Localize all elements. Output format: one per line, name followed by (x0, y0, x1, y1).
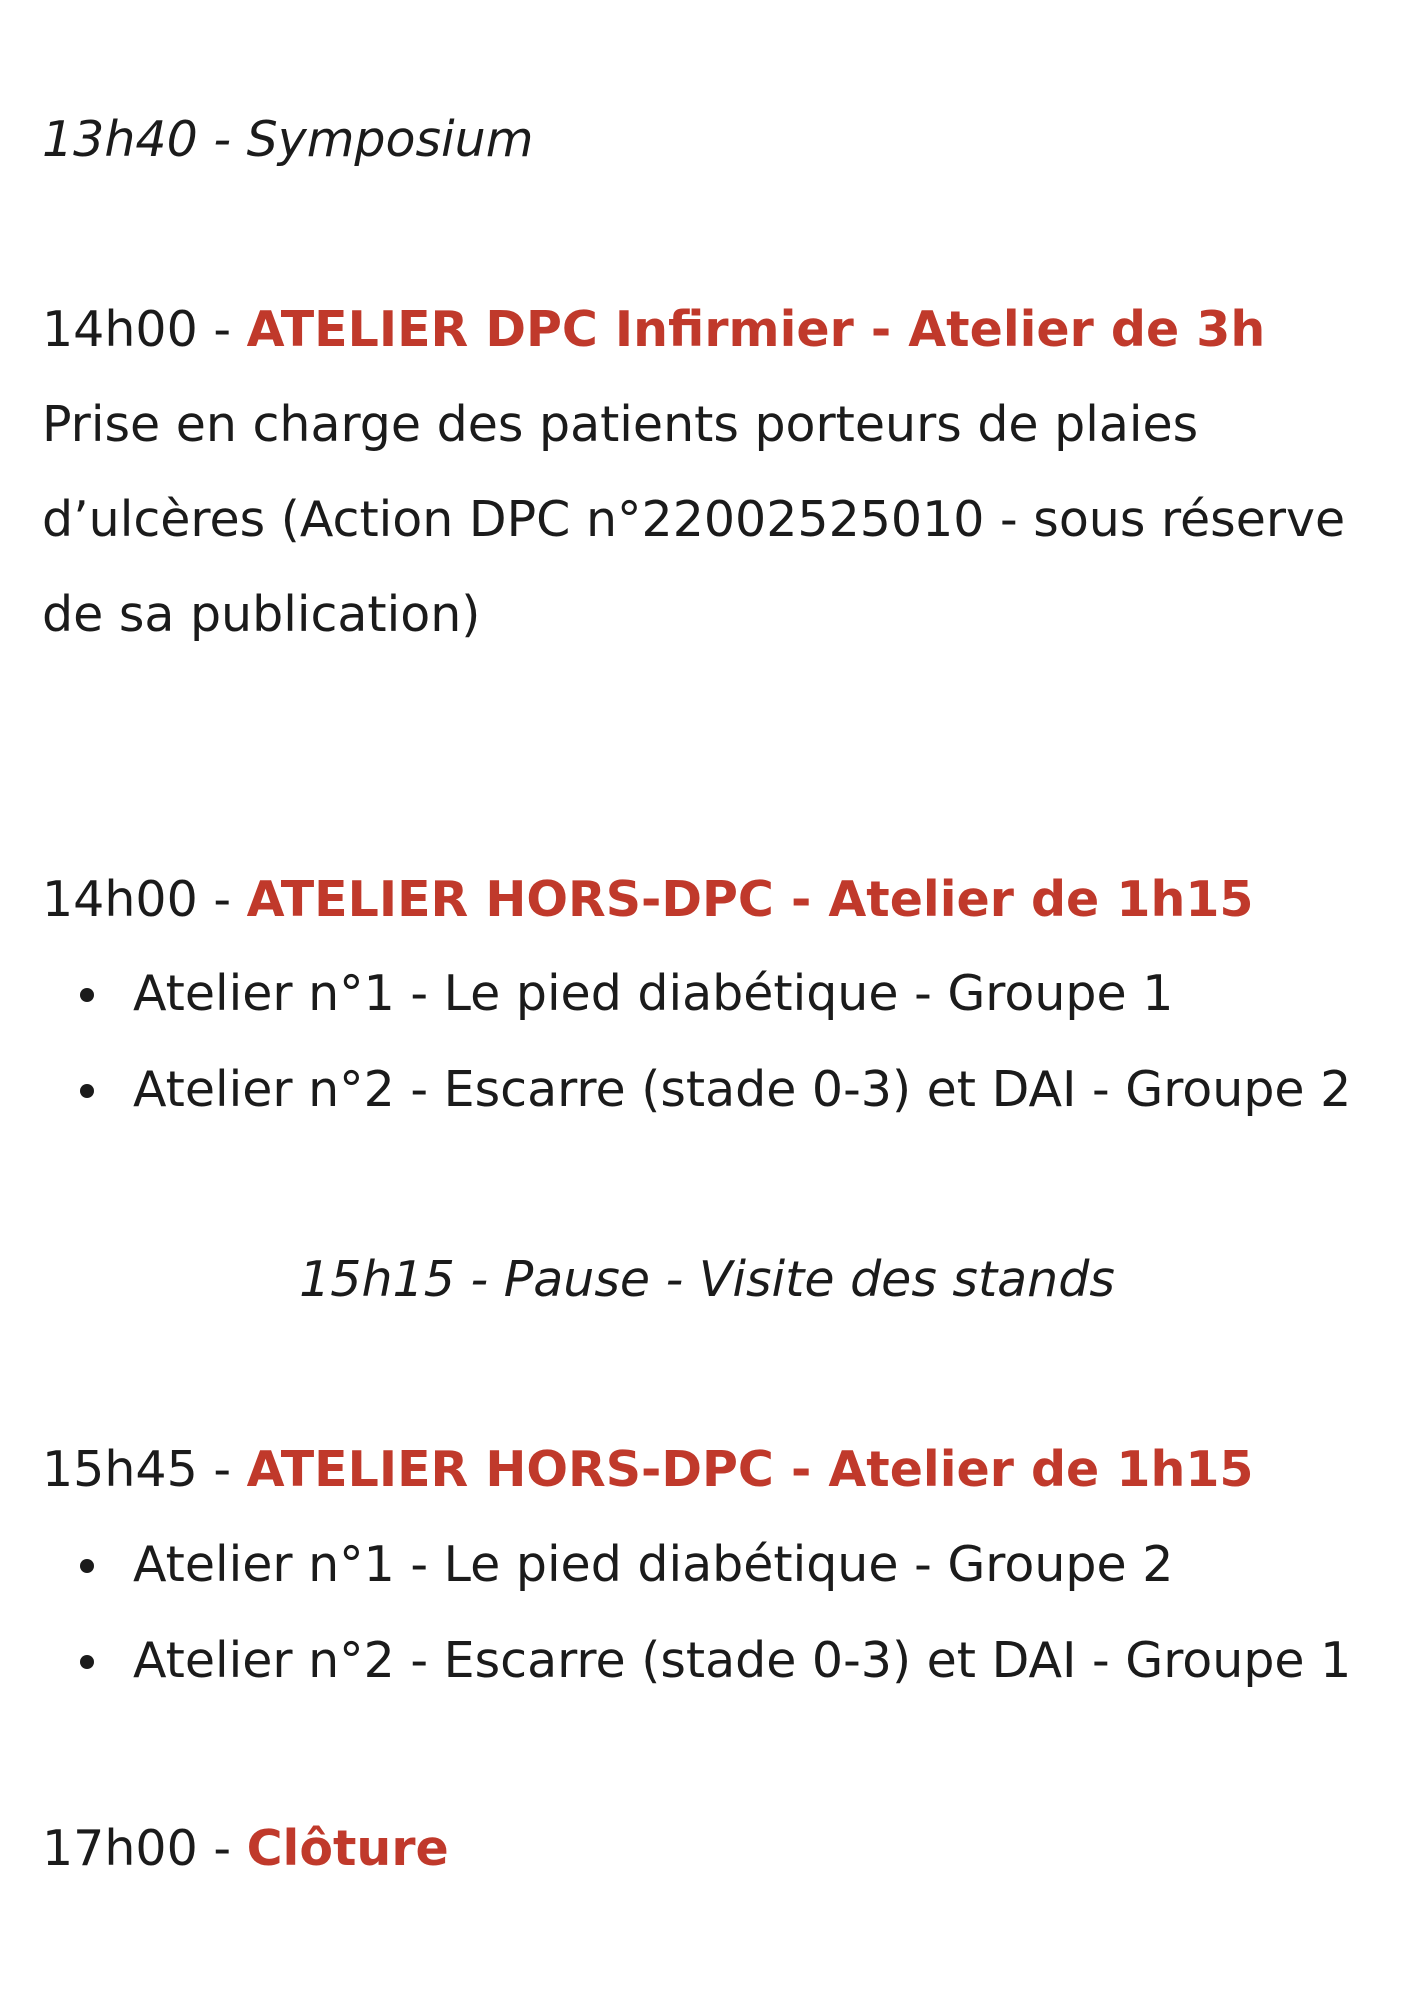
list-item (0, 1517, 1351, 1613)
atelier-dpc-desc-line-1: Prise en charge des patients porteurs de plaies (42, 396, 1199, 453)
bullet-icon (80, 1655, 94, 1669)
list-item-text: Atelier n°2 - Escarre (stade 0-3) et DAI - Groupe 1 (133, 1632, 1352, 1689)
atelier-hors-1-list (0, 946, 1351, 1138)
cloture-heading (42, 1801, 449, 1897)
list-item (0, 946, 1351, 1042)
pause-line: 15h15 - Pause - Visite des stands (299, 1251, 1115, 1308)
list-item-text: Atelier n°2 - Escarre (stade 0-3) et DAI - Groupe 2 (133, 1061, 1352, 1118)
atelier-hors-2-time: 15h45 - (42, 1441, 247, 1498)
atelier-dpc-time: 14h00 - (42, 301, 247, 358)
atelier-dpc-heading (42, 282, 1265, 378)
bullet-icon (80, 1084, 94, 1098)
list-item (0, 1613, 1351, 1709)
list-item (0, 1042, 1351, 1138)
atelier-dpc-desc-line-3: de sa publication) (42, 586, 481, 643)
atelier-hors-1-heading (42, 852, 1254, 948)
atelier-hors-2-heading (42, 1422, 1254, 1518)
bullet-icon (80, 988, 94, 1002)
list-item-text: Atelier n°1 - Le pied diabétique - Groupe 1 (133, 965, 1174, 1022)
atelier-dpc-title: ATELIER DPC Infirmier - Atelier de 3h (246, 301, 1266, 358)
atelier-dpc-desc-line-2: d’ulcères (Action DPC n°22002525010 - sous réserve (42, 491, 1346, 548)
atelier-hors-2-title: ATELIER HORS-DPC - Atelier de 1h15 (246, 1441, 1254, 1498)
atelier-hors-2-list (0, 1517, 1351, 1709)
bullet-icon (80, 1559, 94, 1573)
list-item-text: Atelier n°1 - Le pied diabétique - Groupe 2 (133, 1536, 1174, 1593)
atelier-hors-1-title: ATELIER HORS-DPC - Atelier de 1h15 (246, 871, 1254, 928)
symposium-line: 13h40 - Symposium (42, 111, 534, 168)
cloture-title: Clôture (246, 1820, 449, 1877)
atelier-hors-1-time: 14h00 - (42, 871, 247, 928)
cloture-time: 17h00 - (42, 1820, 247, 1877)
